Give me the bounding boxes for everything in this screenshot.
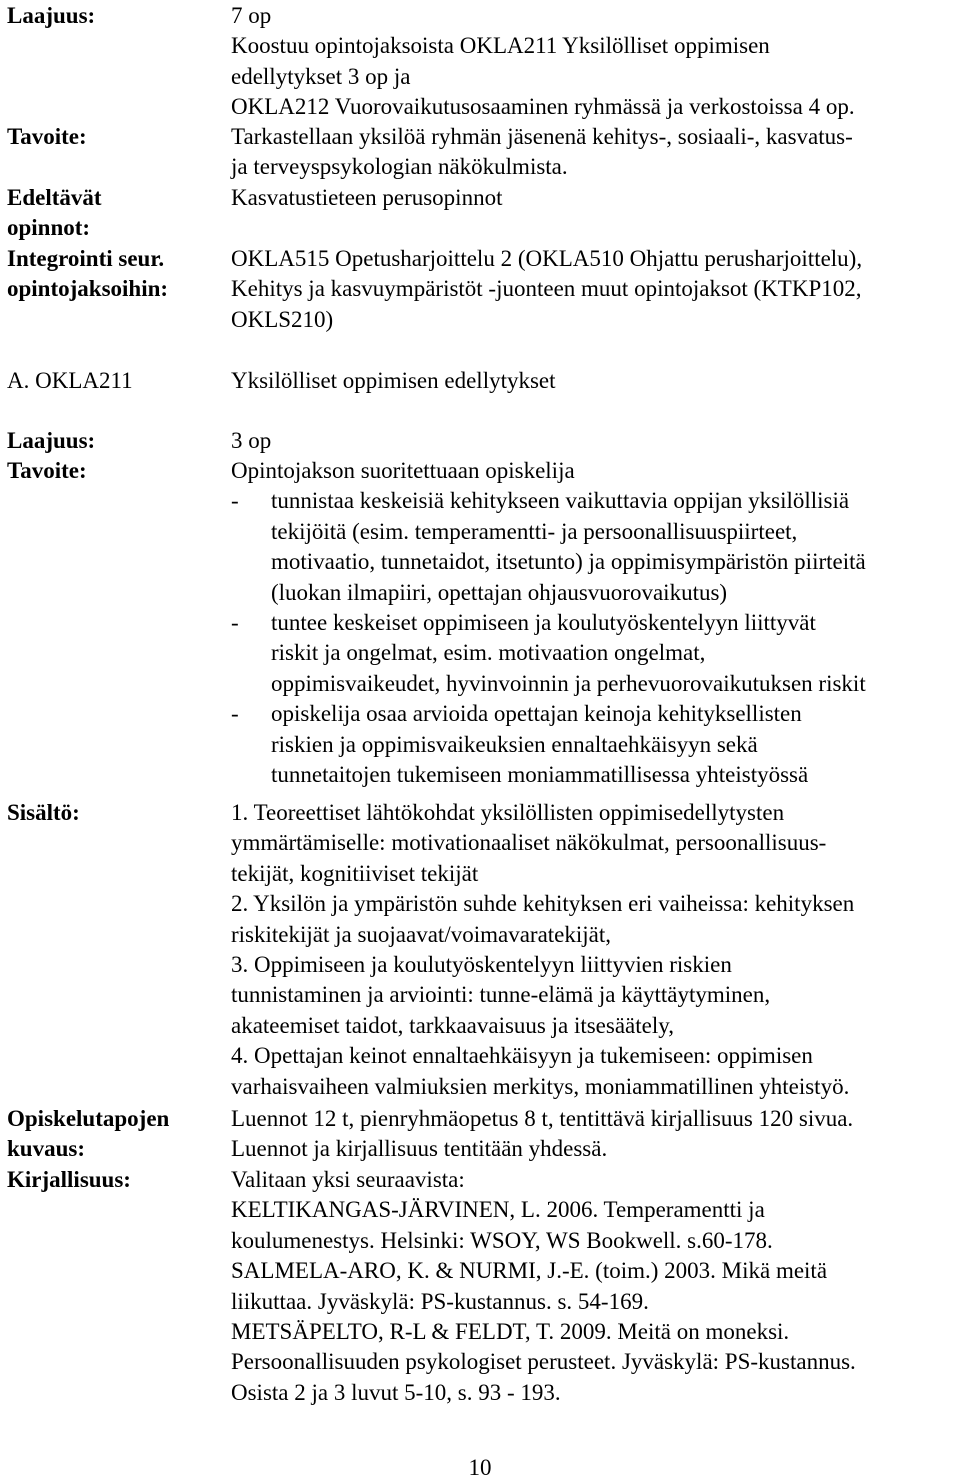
sisalto-line: 4. Opettajan keinot ennaltaehkäisyyn ja tukemiseen: oppimisen: [231, 1043, 813, 1069]
opiskelu-line: Luennot 12 t, pienryhmäopetus 8 t, tentittävä kirjallisuus 120 sivua.: [231, 1106, 854, 1131]
bullet-dash: -: [231, 701, 239, 727]
laajuus2-value: 3 op: [231, 428, 272, 453]
tavoite-line: ja terveyspsykologian näkökulmista.: [231, 154, 568, 180]
goal-line: tuntee keskeiset oppimiseen ja koulutyöskentelyyn liittyvät: [271, 610, 816, 636]
integrointi-label: [7, 244, 217, 305]
goal-bullet: [231, 699, 956, 790]
sisalto-line: 3. Oppimiseen ja koulutyöskentelyyn liittyvien riskien: [231, 952, 732, 978]
sisalto-label: Sisältö:: [7, 800, 80, 825]
goal-line: (luokan ilmapiiri, opettajan ohjausvuorovaikutus): [271, 579, 728, 605]
edeltavat-label-line: opinnot:: [7, 215, 91, 241]
kirjallisuus-line: koulumenestys. Helsinki: WSOY, WS Bookwell. s.60-178.: [231, 1227, 773, 1253]
integrointi-line: OKLA515 Opetusharjoittelu 2 (OKLA510 Ohjattu perusharjoittelu),: [231, 246, 863, 271]
kirjallisuus-line: SALMELA-ARO, K. & NURMI, J.-E. (toim.) 2003. Mikä meitä: [231, 1258, 828, 1284]
laajuus-label: Laajuus:: [7, 3, 96, 28]
sisalto-line: tekijät, kognitiiviset tekijät: [231, 860, 479, 886]
kirjallisuus-line: METSÄPELTO, R-L & FELDT, T. 2009. Meitä on moneksi.: [231, 1319, 790, 1345]
opiskelu-label-line: kuvaus:: [7, 1136, 85, 1162]
goal-line: motivaatio, tunnetaidot, itsetunto) ja oppimisympäristön piirteitä: [271, 549, 866, 575]
bullet-dash: -: [231, 610, 239, 636]
opiskelu-line: Luennot ja kirjallisuus tentitään yhdessä.: [231, 1136, 608, 1162]
sisalto-line: 1. Teoreettiset lähtökohdat yksilöllisten oppimisedellytysten: [231, 800, 785, 825]
kirjallisuus-block: [231, 1165, 956, 1408]
laajuus2-label: Laajuus:: [7, 428, 96, 453]
edeltavat-value: Kasvatustieteen perusopinnot: [231, 185, 503, 210]
edeltavat-label: [7, 183, 217, 244]
goal-bullet: [231, 486, 956, 608]
course-code: A. OKLA211: [7, 368, 133, 393]
tavoite-block: [231, 122, 956, 183]
kirjallisuus-line: liikuttaa. Jyväskylä: PS-kustannus. s. 54-169.: [231, 1288, 649, 1314]
kirjallisuus-line: Persoonallisuuden psykologiset perusteet. Jyväskylä: PS-kustannus.: [231, 1349, 856, 1375]
opiskelu-block: [231, 1104, 956, 1165]
goal-line: opiskelija osaa arvioida opettajan keinoja kehityksellisten: [271, 701, 802, 727]
sisalto-line: akateemiset taidot, tarkkaavaisuus ja itsesäätely,: [231, 1012, 675, 1038]
bullet-dash: -: [231, 488, 239, 514]
laajuus-value: 7 op: [231, 3, 272, 28]
sisalto-line: 2. Yksilön ja ympäristön suhde kehityksen eri vaiheissa: kehityksen: [231, 891, 855, 917]
opiskelutapojen-label: [7, 1104, 217, 1165]
laajuus-detail-line: Koostuu opintojaksoista OKLA211 Yksilölliset oppimisen: [231, 33, 770, 59]
tavoite-line: Tarkastellaan yksilöä ryhmän jäsenenä kehitys-, sosiaali-, kasvatus-: [231, 124, 853, 149]
goal-line: oppimisvaikeudet, hyvinvoinnin ja perhevuorovaikutuksen riskit: [271, 670, 866, 696]
integrointi-line: OKLS210): [231, 306, 334, 332]
integrointi-label-line: Integrointi seur.: [7, 246, 165, 271]
goal-line: tekijöitä (esim. temperamentti- ja persoonallisuuspiirteet,: [271, 518, 798, 544]
goal-line: tunnistaa keskeisiä kehitykseen vaikuttavia oppijan yksilöllisiä: [271, 488, 850, 514]
tavoite2-label: Tavoite:: [7, 458, 87, 483]
integrointi-line: Kehitys ja kasvuympäristöt -juonteen muut opintojaksot (KTKP102,: [231, 276, 862, 302]
tavoite2-block: [231, 456, 956, 790]
kirjallisuus-line: Osista 2 ja 3 luvut 5-10, s. 93 - 193.: [231, 1379, 561, 1405]
course-title: Yksilölliset oppimisen edellytykset: [231, 368, 556, 393]
sisalto-line: ymmärtämiselle: motivationaaliset näkökulmat, persoonallisuus-: [231, 830, 827, 856]
opiskelu-label-line: Opiskelutapojen: [7, 1106, 170, 1131]
integrointi-block: [231, 244, 956, 335]
kirjallisuus-line: Valitaan yksi seuraavista:: [231, 1167, 465, 1192]
goal-line: tunnetaitojen tukemiseen moniammatillisessa yhteistyössä: [271, 762, 809, 788]
sisalto-line: varhaisvaiheen valmiuksien merkitys, moniammatillinen yhteistyö.: [231, 1073, 850, 1099]
kirjallisuus-label: Kirjallisuus:: [7, 1167, 131, 1192]
page-number: 10: [468, 1455, 492, 1480]
edeltavat-label-line: Edeltävät: [7, 185, 102, 210]
goal-line: riskien ja oppimisvaikeuksien ennaltaehkäisyyn sekä: [271, 731, 758, 757]
laajuus-detail-line: edellytykset 3 op ja: [231, 63, 411, 89]
laajuus-block: [231, 1, 956, 123]
integrointi-label-line: opintojaksoihin:: [7, 276, 169, 302]
sisalto-line: tunnistaminen ja arviointi: tunne-elämä ja käyttäytyminen,: [231, 982, 771, 1008]
goal-bullet: [231, 608, 956, 699]
laajuus-detail-line: OKLA212 Vuorovaikutusosaaminen ryhmässä ja verkostoissa 4 op.: [231, 94, 855, 120]
tavoite2-intro: Opintojakson suoritettuaan opiskelija: [231, 458, 575, 483]
sisalto-line: riskitekijät ja suojaavat/voimavaratekijät,: [231, 921, 612, 947]
tavoite-label: Tavoite:: [7, 124, 87, 149]
kirjallisuus-line: KELTIKANGAS-JÄRVINEN, L. 2006. Temperamentti ja: [231, 1197, 765, 1223]
sisalto-block: [231, 798, 956, 1102]
goal-line: riskit ja ongelmat, esim. motivaation ongelmat,: [271, 640, 706, 666]
